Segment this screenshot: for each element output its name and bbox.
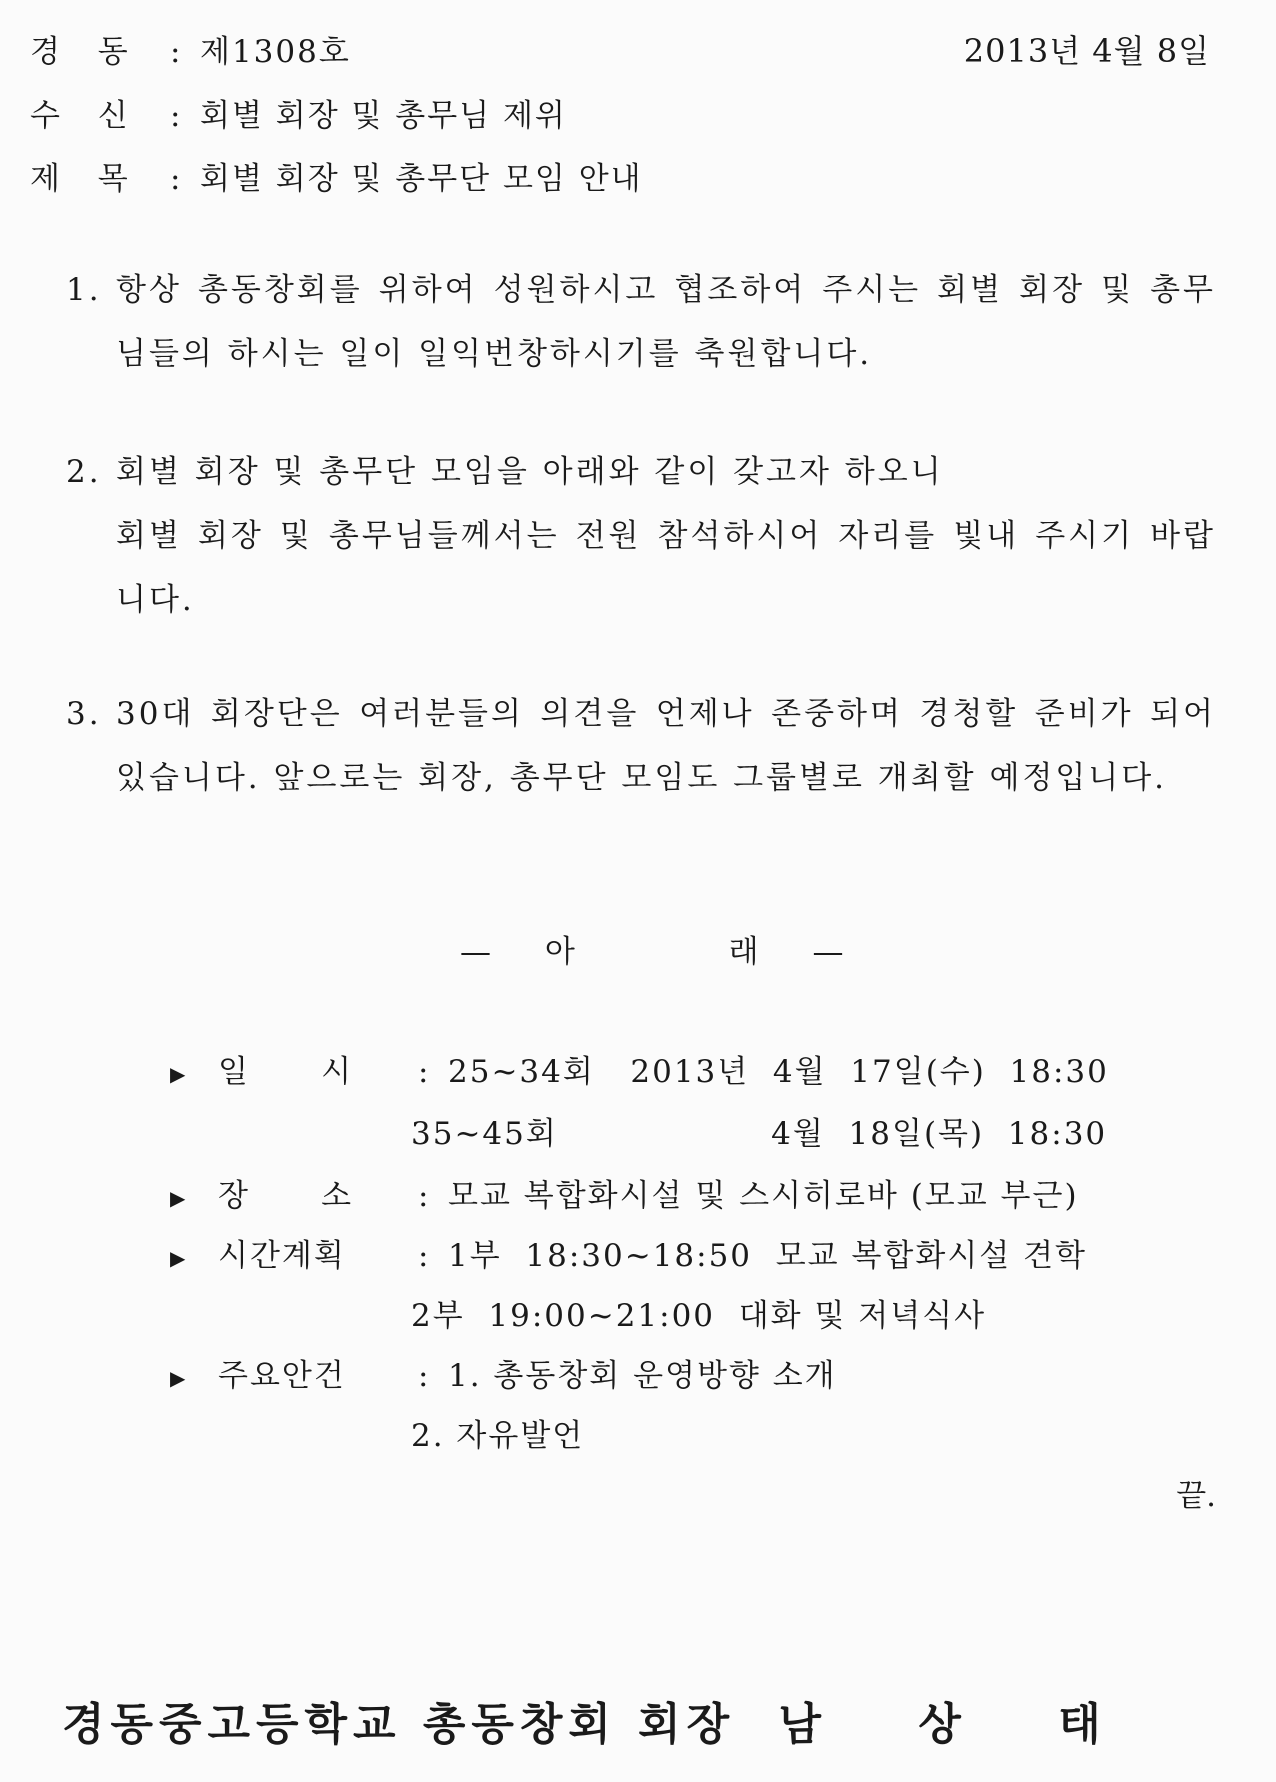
schedule-label: 시간계획 (218, 1238, 346, 1274)
time-colon: : (418, 1054, 431, 1090)
place-colon: : (418, 1178, 431, 1214)
signature-organization: 경동중고등학교 총동창회 회장 (62, 1699, 736, 1750)
paragraph-1 (66, 258, 1216, 386)
bullet-triangle-icon: ▶ (170, 1061, 188, 1086)
agenda-colon: : (418, 1358, 431, 1394)
detail-time (170, 1046, 1109, 1091)
subject-label: 제 목 (30, 161, 142, 197)
paragraph-2-line-2: 회별 회장 및 총무님들께서는 전원 참석하시어 자리를 빛내 주시기 바랍니다. (116, 518, 1216, 618)
bullet-triangle-icon: ▶ (170, 1185, 188, 1210)
paragraph-2-line-1: 회별 회장 및 총무단 모임을 아래와 같이 갖고자 하오니 (116, 454, 944, 490)
paragraph-3 (66, 682, 1216, 810)
place-value: 모교 복합화시설 및 스시히로바 (모교 부근) (448, 1178, 1079, 1214)
heading-char-a: 아 (544, 934, 577, 970)
time-line-2: 35~45회 4월 18일(목) 18:30 (411, 1116, 1108, 1152)
paragraph-3-number: 3. (66, 696, 102, 732)
schedule-colon: : (418, 1238, 431, 1274)
paragraph-1-text: 항상 총동창회를 위하여 성원하시고 협조하여 주시는 회별 회장 및 총무님들의 하시는 일이 일익번창하시기를 축원합니다. (116, 272, 1216, 372)
signature-name-2: 상 (918, 1699, 967, 1750)
heading-dash-left: — (460, 934, 493, 970)
paragraph-3-text: 30대 회장단은 여러분들의 의견을 언제나 존중하며 경청할 준비가 되어 있습니다. 앞으로는 회장, 총무단 모임도 그룹별로 개최할 예정입니다. (116, 696, 1216, 796)
subject-colon: : (170, 161, 183, 197)
reference-label: 경 동 (30, 34, 142, 70)
heading-dash-right: — (812, 934, 846, 970)
agenda-line-2: 2. 자유발언 (411, 1418, 585, 1454)
closing-mark: 끝. (1176, 1478, 1216, 1514)
time-line-1: 25~34회 2013년 4월 17일(수) 18:30 (448, 1054, 1109, 1090)
paragraph-2 (66, 440, 1216, 632)
schedule-line-1: 1부 18:30~18:50 모교 복합화시설 견학 (448, 1238, 1087, 1274)
signature-name-3: 태 (1058, 1699, 1107, 1750)
bullet-triangle-icon: ▶ (170, 1245, 188, 1270)
schedule-line-2: 2부 19:00~21:00 대화 및 저녁식사 (411, 1298, 987, 1334)
bullet-triangle-icon: ▶ (170, 1365, 188, 1390)
subject-row (30, 153, 643, 198)
paragraph-2-number: 2. (66, 454, 102, 490)
signature-line (62, 1688, 1107, 1752)
subject-value: 회별 회장 및 총무단 모임 안내 (200, 161, 643, 197)
reference-number: 제1308호 (200, 34, 351, 70)
agenda-line-1: 1. 총동창회 운영방향 소개 (448, 1358, 837, 1394)
recipient-row (30, 90, 567, 135)
time-label: 일 시 (218, 1054, 354, 1090)
recipient-value: 회별 회장 및 총무님 제위 (200, 98, 567, 134)
heading-char-b: 래 (728, 934, 761, 970)
document-date: 2013년 4월 8일 (963, 32, 1210, 70)
detail-place (170, 1170, 1079, 1215)
reference-colon: : (170, 34, 183, 70)
place-label: 장 소 (218, 1178, 354, 1214)
agenda-label: 주요안건 (218, 1358, 346, 1394)
notice-heading (460, 926, 845, 971)
signature-name-1: 남 (778, 1699, 828, 1750)
paragraph-1-number: 1. (66, 272, 102, 308)
detail-schedule (170, 1230, 1087, 1275)
recipient-colon: : (170, 98, 183, 134)
reference-row (30, 26, 351, 71)
recipient-label: 수 신 (30, 98, 142, 134)
detail-agenda (170, 1350, 837, 1395)
